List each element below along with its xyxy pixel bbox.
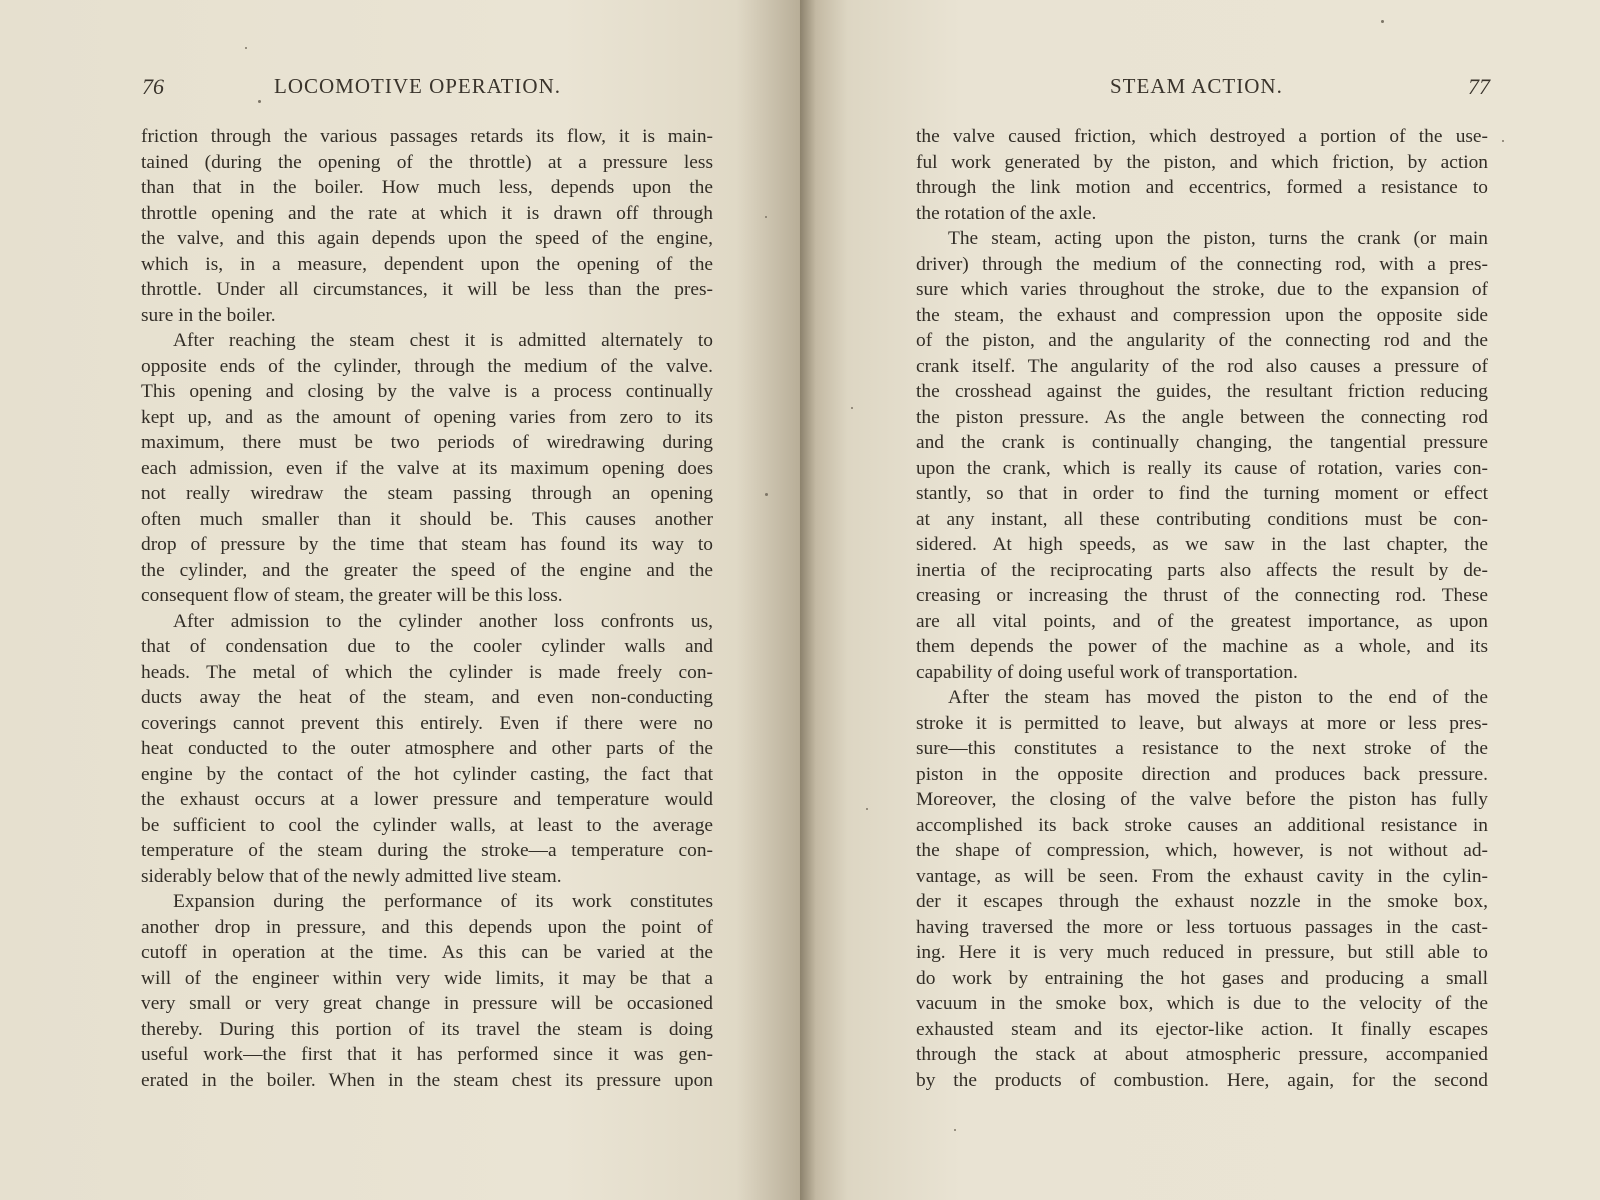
text-line: of the piston, and the angularity of the connecting rod and the	[916, 330, 1488, 351]
text-line: sure which varies throughout the stroke, due to the expansion of	[916, 279, 1488, 300]
text-line: sure in the boiler.	[141, 304, 276, 326]
text-line: The steam, acting upon the piston, turns the crank (or main	[948, 228, 1488, 249]
text-line: the shape of compression, which, however, is not without ad-	[916, 840, 1488, 861]
text-line: the exhaust occurs at a lower pressure and temperature would	[141, 789, 713, 810]
paper-speck	[1381, 20, 1384, 23]
page-body-text	[916, 124, 1488, 1093]
text-line: them depends the power of the machine as a whole, and its	[916, 636, 1488, 657]
text-line: friction through the various passages retards its flow, it is main-	[141, 126, 713, 147]
text-line: sure—this constitutes a resistance to the next stroke of the	[916, 738, 1488, 759]
text-line: kept up, and as the amount of opening varies from zero to its	[141, 406, 713, 428]
text-line: each admission, even if the valve at its maximum opening does	[141, 457, 713, 479]
paper-speck	[245, 47, 247, 49]
text-line: temperature of the steam during the stroke—a temperature con-	[141, 840, 713, 861]
text-line: piston in the opposite direction and produces back pressure.	[916, 763, 1488, 785]
text-line: Expansion during the performance of its work constitutes	[173, 891, 713, 912]
text-line: driver) through the medium of the connecting rod, with a pres-	[916, 253, 1488, 275]
text-line: ing. Here it is very much reduced in pressure, but still able to	[916, 942, 1488, 963]
text-line: will of the engineer within very wide limits, it may be that a	[141, 967, 713, 989]
text-line: another drop in pressure, and this depends upon the point of	[141, 916, 713, 938]
text-line: thereby. During this portion of its travel the steam is doing	[141, 1018, 713, 1040]
text-line: stantly, so that in order to find the turning moment or effect	[916, 483, 1488, 504]
text-line: do work by entraining the hot gases and producing a small	[916, 967, 1488, 989]
text-line: capability of doing useful work of transportation.	[916, 661, 1298, 683]
right-page	[800, 0, 1600, 1200]
text-line: the piston pressure. As the angle between the connecting rod	[916, 406, 1488, 428]
text-line: be sufficient to cool the cylinder walls, at least to the average	[141, 814, 713, 836]
text-line: After admission to the cylinder another loss confronts us,	[173, 610, 713, 632]
text-line: After reaching the steam chest it is admitted alternately to	[173, 330, 713, 351]
text-line: the valve caused friction, which destroyed a portion of the use-	[916, 126, 1488, 147]
page-number: 76	[142, 74, 164, 99]
text-line: through the stack at about atmospheric pressure, accompanied	[916, 1044, 1488, 1065]
text-line: cutoff in operation at the time. As this can be varied at the	[141, 942, 713, 963]
running-head: STEAM ACTION.	[1110, 74, 1283, 98]
text-line: creasing or increasing the thrust of the connecting rod. These	[916, 585, 1488, 606]
paper-speck	[866, 808, 868, 810]
text-line: sidered. At high speeds, as we saw in the last chapter, the	[916, 534, 1488, 555]
text-line: accomplished its back stroke causes an additional resistance in	[916, 814, 1488, 836]
text-line: the valve, and this again depends upon the speed of the engine,	[141, 228, 713, 249]
text-line: useful work—the first that it has performed since it was gen-	[141, 1044, 713, 1065]
text-line: throttle opening and the rate at which it is drawn off through	[141, 202, 713, 224]
paper-speck	[258, 100, 261, 103]
text-line: at any instant, all these contributing conditions must be con-	[916, 508, 1488, 530]
text-line: by the products of combustion. Here, again, for the second	[916, 1069, 1488, 1091]
text-line: and the crank is continually changing, the tangential pressure	[916, 432, 1488, 453]
text-line: heat conducted to the outer atmosphere and other parts of the	[141, 738, 713, 759]
text-line: This opening and closing by the valve is a process continually	[141, 381, 713, 402]
text-line: very small or very great change in pressure will be occasioned	[141, 993, 713, 1014]
text-line: tained (during the opening of the throttle) at a pressure less	[141, 151, 713, 173]
text-line: opposite ends of the cylinder, through the medium of the valve.	[141, 355, 713, 377]
text-line: maximum, there must be two periods of wiredrawing during	[141, 432, 713, 453]
text-line: drop of pressure by the time that steam has found its way to	[141, 534, 713, 555]
text-line: stroke it is permitted to leave, but always at more or less pres-	[916, 712, 1488, 734]
text-line: having traversed the more or less tortuous passages in the cast-	[916, 916, 1488, 938]
text-line: the crosshead against the guides, the resultant friction reducing	[916, 381, 1488, 402]
page-number: 77	[1468, 74, 1490, 99]
paper-speck	[1502, 140, 1504, 142]
text-line: engine by the contact of the hot cylinder casting, the fact that	[141, 763, 713, 785]
text-line: the rotation of the axle.	[916, 202, 1097, 224]
running-head: LOCOMOTIVE OPERATION.	[274, 74, 561, 98]
text-line: upon the crank, which is really its cause of rotation, varies con-	[916, 457, 1488, 479]
text-line: throttle. Under all circumstances, it will be less than the pres-	[141, 279, 713, 300]
text-line: consequent flow of steam, the greater will be this loss.	[141, 585, 563, 606]
paper-speck	[851, 407, 853, 409]
page-body-text	[141, 124, 713, 1093]
text-line: which is, in a measure, dependent upon the opening of the	[141, 253, 713, 275]
text-line: After the steam has moved the piston to the end of the	[948, 687, 1488, 708]
text-line: that of condensation due to the cooler cylinder walls and	[141, 636, 713, 657]
text-line: exhausted steam and its ejector-like action. It finally escapes	[916, 1018, 1488, 1040]
text-line: heads. The metal of which the cylinder is made freely con-	[141, 661, 713, 683]
text-line: ducts away the heat of the steam, and even non-conducting	[141, 687, 713, 708]
text-line: der it escapes through the exhaust nozzle in the smoke box,	[916, 891, 1488, 912]
text-line: vacuum in the smoke box, which is due to the velocity of the	[916, 993, 1488, 1014]
text-line: ful work generated by the piston, and which friction, by action	[916, 151, 1488, 173]
text-line: than that in the boiler. How much less, depends upon the	[141, 177, 713, 198]
text-line: vantage, as will be seen. From the exhaust cavity in the cylin-	[916, 865, 1488, 887]
text-line: Moreover, the closing of the valve before the piston has fully	[916, 789, 1488, 810]
paper-speck	[954, 1129, 956, 1131]
text-line: often much smaller than it should be. This causes another	[141, 508, 713, 530]
text-line: the cylinder, and the greater the speed of the engine and the	[141, 559, 713, 581]
text-line: the steam, the exhaust and compression upon the opposite side	[916, 304, 1488, 326]
text-line: siderably below that of the newly admitted live steam.	[141, 865, 562, 887]
text-line: crank itself. The angularity of the rod also causes a pressure of	[916, 355, 1488, 377]
text-line: are all vital points, and of the greatest importance, as upon	[916, 610, 1488, 632]
text-line: erated in the boiler. When in the steam chest its pressure upon	[141, 1069, 713, 1091]
text-line: through the link motion and eccentrics, formed a resistance to	[916, 177, 1488, 198]
text-line: coverings cannot prevent this entirely. Even if there were no	[141, 712, 713, 734]
text-line: not really wiredraw the steam passing through an opening	[141, 483, 713, 504]
paper-speck	[765, 493, 768, 496]
text-line: inertia of the reciprocating parts also affects the result by de-	[916, 559, 1488, 581]
paper-speck	[765, 216, 767, 218]
